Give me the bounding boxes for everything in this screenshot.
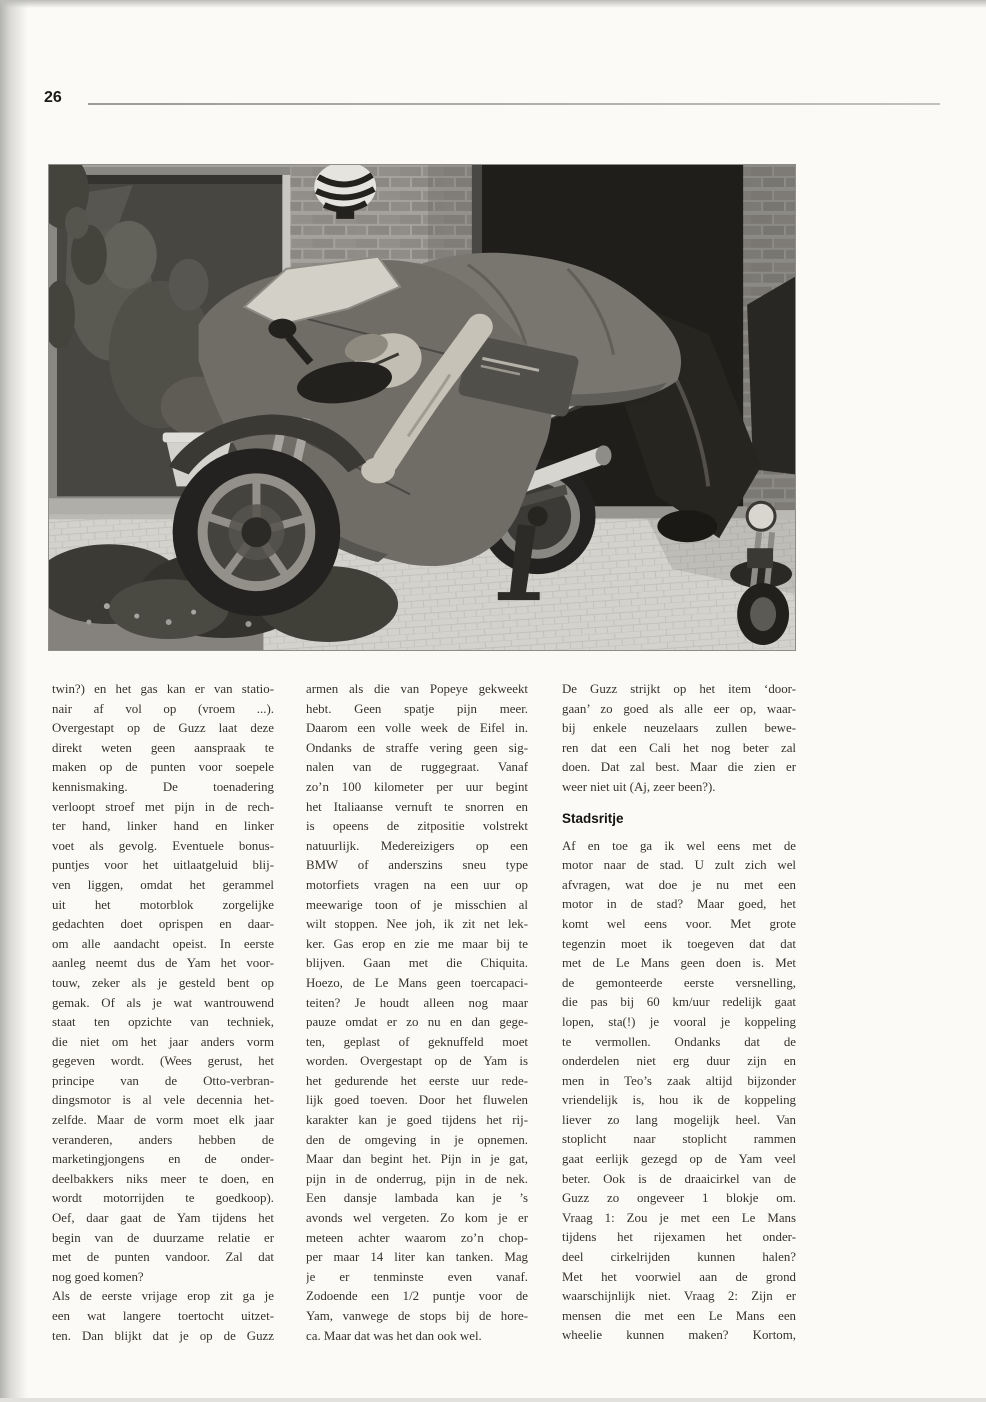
article-photo	[48, 164, 796, 651]
text-line: maken op de punten voor soepele	[52, 760, 274, 775]
text-line: komt wel eens voor. Met grote	[562, 916, 796, 931]
text-line: mensen die met een Le Mans een	[562, 1308, 796, 1323]
text-line: Overgestapt op de Guzz laat deze	[52, 721, 274, 736]
text-line: nog goed komen?	[52, 1269, 144, 1284]
text-line: wheelie kunnen maken? Kortom,	[562, 1328, 796, 1343]
text-line: nalen van de ruggegraat. Vanaf	[306, 760, 528, 775]
text-line: met de punten vandoor. Zal dat	[52, 1250, 274, 1265]
text-line: De Guzz strijkt op het item ‘door-	[562, 682, 796, 696]
text-line: ter hand, linker hand en linker	[52, 819, 274, 834]
text-line: aanleg neemt dus de Yam het voor-	[52, 956, 274, 971]
text-line: tijdens het rijexamen het onder-	[562, 1230, 796, 1245]
text-line: kennismaking. De toenadering	[52, 779, 274, 794]
text-line: een wat langere toertocht uitzet-	[52, 1309, 274, 1323]
text-line: twin?) en het gas kan er van statio-	[52, 682, 274, 696]
text-line: motor in de stad? Maar goed, het	[562, 897, 796, 912]
text-line: is opeens de zitpositie volstrekt	[306, 819, 528, 834]
text-line: liever zo lang mogelijk heel. Van	[562, 1112, 796, 1127]
text-line: Met het voorwiel aan de grond	[562, 1269, 796, 1284]
text-line: Vraag 1: Zou je met een Le Mans	[562, 1210, 796, 1225]
text-line: afvragen, wat doe je nu met een	[562, 877, 796, 892]
text-line: wordt motorrijden te goedkoop).	[52, 1191, 274, 1206]
text-line: Yam, vanwege de stops bij de hore-	[306, 1309, 528, 1323]
text-line: Als de eerste vrijage erop zit ga je	[52, 1289, 274, 1304]
text-line: staat ten opzichte van techniek,	[52, 1015, 274, 1030]
article-column	[562, 680, 796, 1346]
text-line: de gemonteerde eerste versnelling,	[562, 975, 796, 990]
text-line: je er tenminste even vanaf.	[306, 1269, 528, 1284]
text-line: ven liggen, omdat het gerammel	[52, 877, 274, 892]
text-line: ker. Gas erop en zie me maar bij te	[306, 936, 528, 951]
text-line: karakter kan je goed tijdens het rij-	[306, 1113, 528, 1128]
text-line: begin van de duurzame relatie er	[52, 1230, 274, 1245]
text-line: te vermollen. Ondanks dat de	[562, 1034, 796, 1049]
text-line: vriendelijk is, hou ik de koppeling	[562, 1093, 796, 1108]
text-line: ten. Dan blijkt dat je op de Guzz	[52, 1328, 274, 1343]
text-line: meewarige toon of je misschien al	[306, 897, 528, 912]
text-line: Ondanks de straffe vering geen sig-	[306, 740, 528, 755]
text-line: gemak. Of als je wat wantrouwend	[52, 995, 274, 1010]
scan-edge-left	[0, 0, 28, 1402]
text-line: den de omgeving in je opnemen.	[306, 1132, 528, 1147]
text-line: men in Teo’s zaak altijd bijzonder	[562, 1073, 796, 1088]
text-line: om alle aandacht opeist. In eerste	[52, 936, 274, 951]
text-line: bij enkele neuzelaars zullen bewe-	[562, 721, 796, 736]
article-column	[52, 680, 274, 1346]
text-line: deel cirkelrijden kunnen halen?	[562, 1250, 796, 1265]
text-line: nair af vol op (vroem ...).	[52, 701, 274, 716]
text-line: die pas bij 60 km/uur redelijk gaat	[562, 995, 796, 1010]
text-line: weer niet uit (Aj, zeer been?).	[562, 779, 716, 794]
text-line: motor naar de stad. U zult zich wel	[562, 858, 796, 873]
text-line: ren dat een Cali het nog beter zal	[562, 740, 796, 755]
text-line: verloopt stroef met pijn in de rech-	[52, 799, 274, 814]
text-line: met de Le Mans geen doen is. Met	[562, 956, 796, 971]
text-line: teiten? Je houdt alleen nog maar	[306, 995, 528, 1010]
text-line: waarschijnlijk niet. Vraag 2: Zijn er	[562, 1289, 796, 1304]
text-line: ten, geplast of geknuffeld moet	[306, 1034, 528, 1049]
section-heading: Stadsritje	[562, 810, 624, 826]
text-line: pauze omdat er zo nu en dan gege-	[306, 1015, 528, 1030]
text-line: gedachten doet oprispen en daar-	[52, 917, 274, 932]
text-line: dingsmotor is al vele decennia het-	[52, 1093, 274, 1108]
text-line: Maar dan begint het. Pijn in je gat,	[306, 1152, 528, 1167]
text-line: pijn in de onderrug, pijn in de nek.	[306, 1171, 528, 1186]
text-line: wilt stoppen. Nee joh, ik zit net lek-	[306, 917, 528, 932]
text-line: Guzz zo ongeveer 1 blokje om.	[562, 1191, 796, 1206]
text-line: gaat eerlijk gezegd op de Yam veel	[562, 1152, 796, 1167]
text-line: avonds wel vergeten. Zo kom je er	[306, 1211, 528, 1226]
text-line: lijk goed toeven. Door het fluwelen	[306, 1093, 528, 1108]
photo-illustration	[49, 165, 795, 650]
text-line: voet als gevolg. Eventuele bonus-	[52, 838, 274, 853]
text-line: onderdelen niet erg duur zijn en	[562, 1054, 796, 1069]
text-line: principe van de Otto-verbran-	[52, 1073, 274, 1088]
text-line: BMW of anderszins sneu type	[306, 858, 528, 873]
text-line: zo’n 100 kilometer per uur begint	[306, 779, 528, 794]
text-line: worden. Overgestapt op de Yam is	[306, 1054, 528, 1069]
text-line: het gedurende het eerste uur rede-	[306, 1073, 528, 1088]
text-line: per maar 14 liter kan tanken. Mag	[306, 1250, 528, 1265]
text-line: het Italiaanse vernuft te snorren en	[306, 799, 528, 814]
header-rule	[88, 103, 940, 105]
text-line: Oef, daar gaat de Yam tijdens het	[52, 1211, 274, 1226]
scan-edge-top	[0, 0, 986, 8]
text-line: marketingjongens en de onder-	[52, 1152, 274, 1167]
text-line: direkt weten geen aanspraak te	[52, 740, 274, 755]
text-line: beter. Ook is de draaicirkel van de	[562, 1171, 796, 1186]
scan-edge-bottom	[0, 1398, 986, 1402]
text-line: armen als die van Popeye gekweekt	[306, 682, 528, 696]
text-line: stoplicht naar stoplicht rammen	[562, 1132, 796, 1147]
text-line: Een dansje lambada kan je ’s	[306, 1191, 528, 1206]
article-column	[306, 680, 528, 1346]
text-line: gaan’ zo goed als alle eer op, waar-	[562, 701, 796, 716]
text-line: motorfiets vragen na een uur op	[306, 877, 528, 892]
text-line: lopen, sta(!) je vooral je koppeling	[562, 1014, 796, 1029]
page-number: 26	[44, 89, 62, 106]
text-line: meteen achter waarom zo’n chop-	[306, 1230, 528, 1245]
text-line: uit het motorblok zorgelijke	[52, 897, 274, 912]
text-line: die niet om het jaar anders vorm	[52, 1034, 274, 1049]
text-line: Zodoende een 1/2 puntje voor de	[306, 1289, 528, 1304]
text-line: blijven. Gaan met die Chiquita.	[306, 956, 528, 971]
text-line: ca. Maar dat was het dan ook wel.	[306, 1328, 482, 1343]
text-line: veranderen, anders hebben de	[52, 1132, 274, 1147]
text-line: zelfde. Maar de vorm moet elk jaar	[52, 1113, 274, 1128]
text-line: Daarom een volle week de Eifel in.	[306, 721, 528, 736]
text-line: deelbakkers niks meer te doen, en	[52, 1171, 274, 1186]
text-line: gegeven wordt. (Wees gerust, het	[52, 1054, 274, 1069]
text-line: hebt. Geen spatje pijn meer.	[306, 701, 528, 716]
text-line: touw, zeker als je gesteld bent op	[52, 975, 274, 990]
text-line: doen. Dat zal best. Maar die zien er	[562, 760, 796, 775]
text-line: puntjes voor het uitlaatgeluid blij-	[52, 858, 274, 873]
text-line: tegenzin moet ik toegeven dat dat	[562, 936, 796, 951]
text-line: natuurlijk. Medereizigers op een	[306, 838, 528, 853]
text-line: Hoezo, de Le Mans geen toercapaci-	[306, 975, 528, 990]
text-line: Af en toe ga ik wel eens met de	[562, 838, 796, 853]
